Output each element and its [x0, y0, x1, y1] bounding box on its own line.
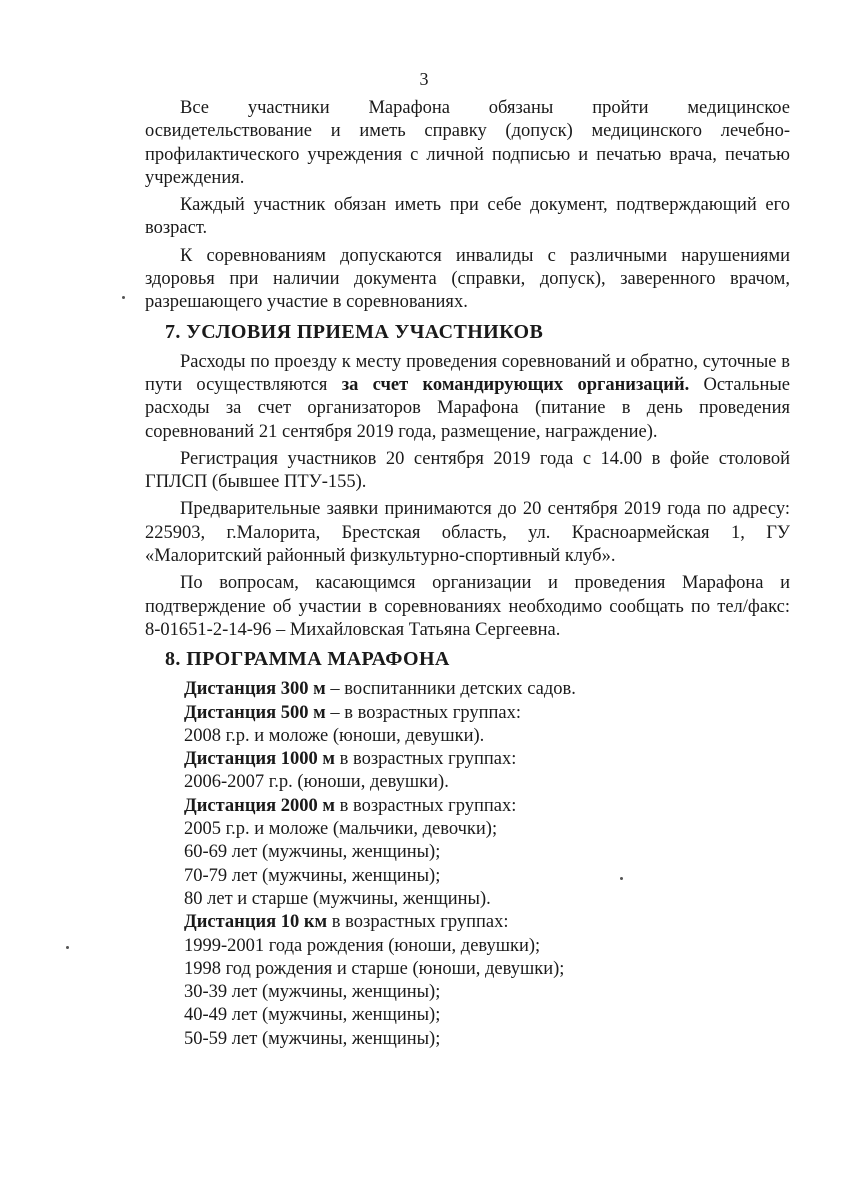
distance-1000 [184, 748, 790, 771]
age-group: 2005 г.р. и моложе (мальчики, девочки); [184, 819, 498, 840]
paragraph-applications: Предварительные заявки принимаются до 20 сентября 2019 года по адресу: 225903, г.Малорита, Брестская область, ул. Красноармейская 1, ГУ «Малоритский районный физкультурно-спортивный клуб». [145, 499, 790, 567]
distance-2000-text: в возрастных группах: [335, 795, 517, 816]
paragraph-contacts: По вопросам, касающимся организации и проведения Марафона и подтверждение об участии в соревнованиях необходимо сообщать по тел/факс: 8-01651-2-14-96 – Михайловская Татьяна Сергеевна. [145, 573, 790, 640]
distance-500 [184, 702, 790, 725]
age-group: 2008 г.р. и моложе (юноши, девушки). [184, 725, 485, 746]
paragraph-medical: Все участники Марафона обязаны пройти медицинское освидетельствование и иметь справку (допуск) медицинского лечебно-профилактического учреждения с личной подписью и печатью врача, печатью учреждения. [145, 98, 790, 188]
distance-300-title: Дистанция 300 м [184, 679, 326, 700]
document-body [145, 97, 790, 1051]
page-number: 3 [419, 69, 429, 89]
age-group: 40-49 лет (мужчины, женщины); [184, 1005, 441, 1026]
section-8-heading: 8. ПРОГРАММА МАРАФОНА [165, 648, 450, 671]
section-7-heading: 7. УСЛОВИЯ ПРИЕМА УЧАСТНИКОВ [165, 320, 544, 343]
age-group: 60-69 лет (мужчины, женщины); [184, 842, 441, 863]
distance-2000-title: Дистанция 2000 м [184, 795, 335, 816]
scan-speck [66, 946, 69, 949]
distance-300 [184, 678, 790, 701]
age-group: 30-39 лет (мужчины, женщины); [184, 982, 441, 1003]
distance-2000 [184, 795, 790, 818]
age-group: 1998 год рождения и старше (юноши, девушки); [184, 958, 565, 979]
paragraph-expenses [145, 351, 790, 444]
paragraph-registration: Регистрация участников 20 сентября 2019 года с 14.00 в фойе столовой ГПЛСП (бывшее ПТУ-155). [145, 448, 790, 493]
age-group: 80 лет и старше (мужчины, женщины). [184, 888, 491, 909]
age-group: 2006-2007 г.р. (юноши, девушки). [184, 772, 449, 793]
distance-500-title: Дистанция 500 м [184, 702, 326, 723]
distance-500-text: – в возрастных группах: [325, 702, 521, 723]
expenses-text-end: Остальные расходы за счет организаторов Марафона (питание в день проведения соревнований 21 сентября 2019 года, размещение, награждение). [145, 374, 790, 442]
age-group: 1999-2001 года рождения (юноши, девушки); [184, 935, 541, 956]
distance-1000-text: в возрастных группах: [335, 749, 517, 770]
distance-10k-title: Дистанция 10 км [184, 912, 328, 933]
distance-1000-title: Дистанция 1000 м [184, 749, 335, 770]
distance-300-text: – воспитанники детских садов. [325, 679, 576, 700]
expenses-text-start: Расходы по проезду к месту проведения соревнований и обратно, суточные в пути осуществляются [145, 351, 790, 395]
scan-speck [620, 877, 623, 880]
age-group: 50-59 лет (мужчины, женщины); [184, 1028, 441, 1049]
paragraph-document: Каждый участник обязан иметь при себе документ, подтверждающий его возраст. [145, 195, 790, 239]
distance-10k [184, 911, 790, 934]
scan-speck [122, 296, 125, 299]
expenses-text-bold: за счет командирующих организаций. [341, 374, 690, 395]
paragraph-disabled: К соревнованиям допускаются инвалиды с различными нарушениями здоровья при наличии документа (справки, допуск), заверенного врачом, разрешающего участие в соревнованиях. [145, 245, 790, 313]
distance-10k-text: в возрастных группах: [327, 912, 509, 933]
age-group: 70-79 лет (мужчины, женщины); [184, 865, 441, 886]
